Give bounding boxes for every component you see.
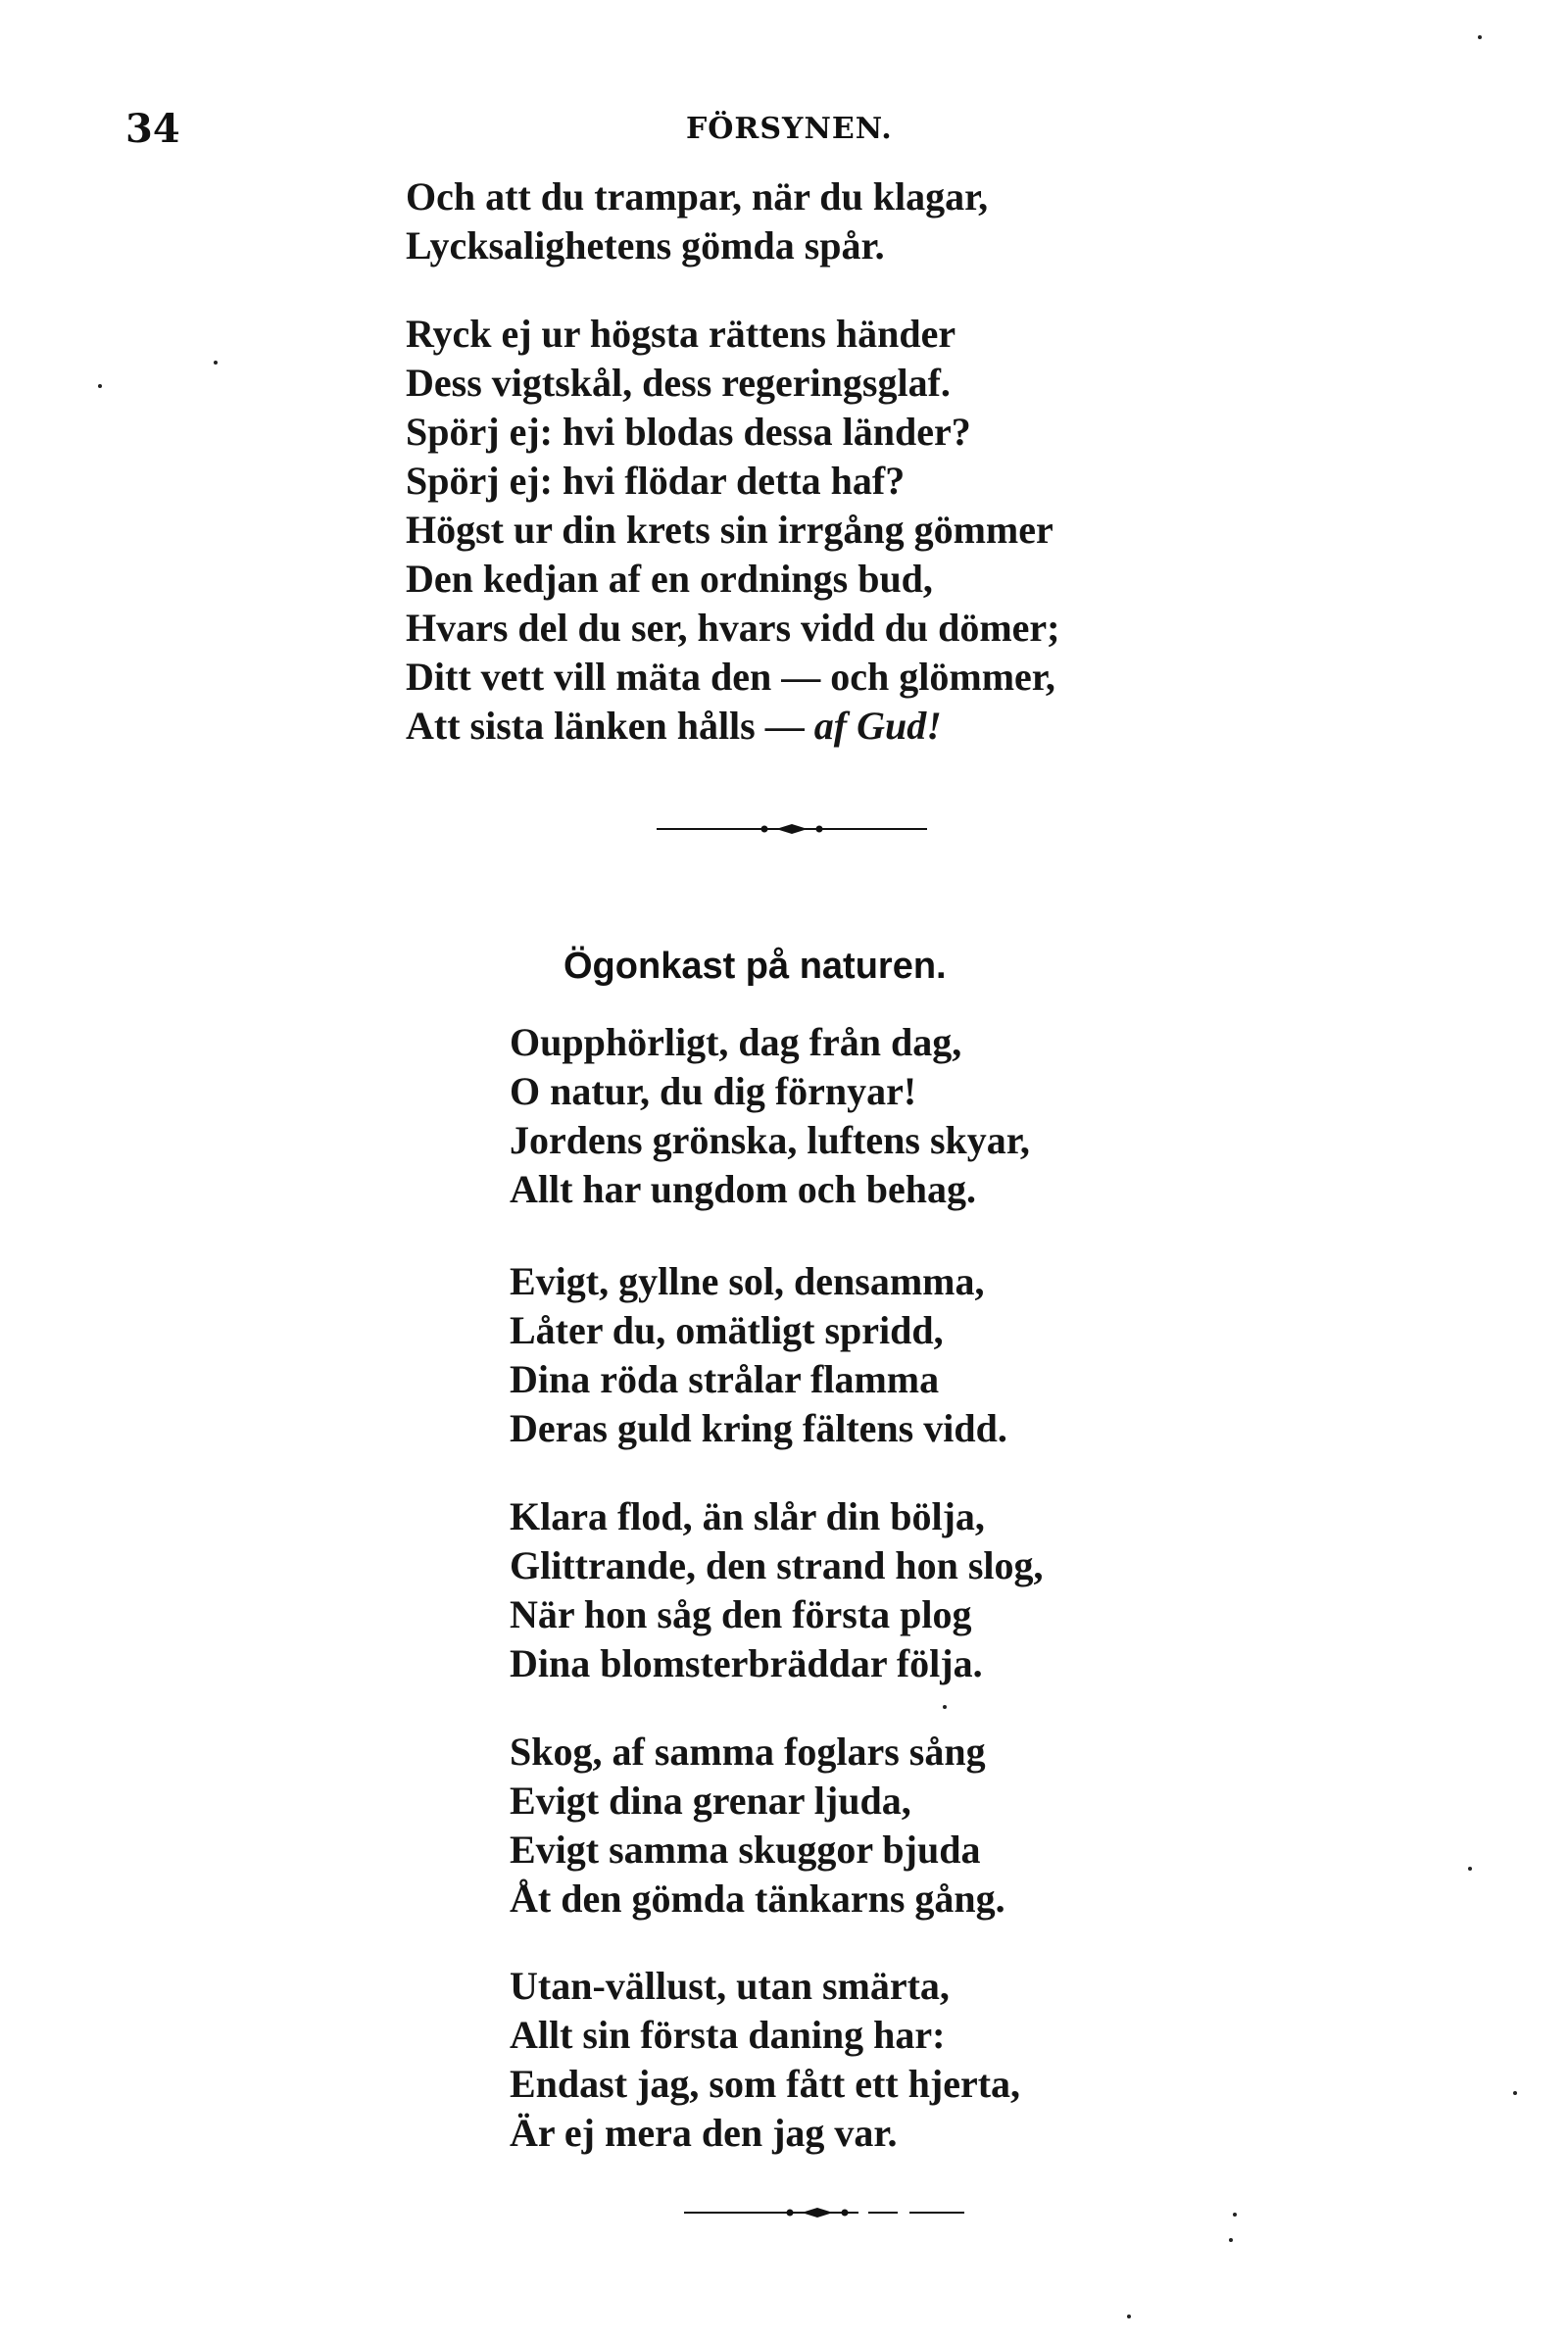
verse-line-italic: af Gud! — [813, 704, 942, 748]
verse-line: Ditt vett vill mäta den — och glömmer, — [406, 655, 1055, 699]
verse-line: Spörj ej: hvi blodas dessa länder? — [406, 410, 971, 454]
verse-line: Högst ur din krets sin irrgång gömmer — [406, 508, 1054, 552]
stanza — [510, 1492, 1044, 1688]
scan-speck — [98, 384, 102, 388]
ornamental-divider — [655, 821, 929, 837]
stanza — [510, 1728, 1005, 1924]
scan-speck — [214, 361, 218, 365]
poem-title: Ögonkast på naturen. — [564, 946, 947, 987]
verse-line: Allt sin första daning har: — [510, 2013, 946, 2057]
running-head: FÖRSYNEN. — [686, 112, 893, 146]
verse-line: Lycksalighetens gömda spår. — [406, 223, 885, 268]
verse-line-last — [406, 702, 1060, 751]
verse-line: Allt har ungdom och behag. — [510, 1167, 977, 1211]
verse-line: Spörj ej: hvi flödar detta haf? — [406, 459, 906, 503]
verse-line: Skog, af samma foglars sång — [510, 1730, 986, 1774]
verse-line: Hvars del du ser, hvars vidd du dömer; — [406, 606, 1060, 650]
verse-line: Endast jag, som fått ett hjerta, — [510, 2062, 1021, 2106]
verse-line: Oupphörligt, dag från dag, — [510, 1020, 962, 1064]
verse-line: Glittrande, den strand hon slog, — [510, 1543, 1044, 1587]
scan-speck — [1229, 2238, 1233, 2242]
verse-line: Låter du, omätligt spridd, — [510, 1308, 944, 1352]
scan-speck — [1478, 35, 1482, 39]
verse-line: Deras guld kring fältens vidd. — [510, 1406, 1007, 1450]
verse-line: Ryck ej ur högsta rättens händer — [406, 312, 956, 356]
stanza — [406, 172, 988, 270]
verse-line: Är ej mera den jag var. — [510, 2111, 898, 2155]
scan-speck — [1468, 1867, 1472, 1871]
verse-line: Klara flod, än slår din bölja, — [510, 1494, 985, 1538]
scan-speck — [1513, 2091, 1517, 2095]
verse-line: När hon såg den första plog — [510, 1592, 972, 1636]
verse-line: Dess vigtskål, dess regeringsglaf. — [406, 361, 951, 405]
verse-line: Evigt dina grenar ljuda, — [510, 1779, 911, 1823]
stanza — [406, 310, 1060, 751]
verse-line: O natur, du dig förnyar! — [510, 1069, 917, 1113]
verse-line: Och att du trampar, när du klagar, — [406, 174, 989, 219]
page-number: 34 — [125, 106, 180, 152]
verse-line: Dina blomsterbräddar följa. — [510, 1641, 983, 1685]
verse-line: Åt den gömda tänkarns gång. — [510, 1877, 1005, 1921]
stanza — [510, 1018, 1030, 1214]
stanza — [510, 1257, 1007, 1453]
verse-line: Utan-vällust, utan smärta, — [510, 1964, 950, 2008]
stanza — [510, 1962, 1020, 2158]
scan-speck — [943, 1705, 947, 1709]
verse-line: Dina röda strålar flamma — [510, 1357, 940, 1401]
verse-line-text: Att sista länken hålls — — [406, 704, 814, 748]
verse-line: Jordens grönska, luftens skyar, — [510, 1118, 1030, 1162]
scan-speck — [1233, 2213, 1237, 2217]
verse-line: Evigt samma skuggor bjuda — [510, 1828, 981, 1872]
scan-speck — [1127, 2315, 1131, 2318]
verse-line: Den kedjan af en ordnings bud, — [406, 557, 933, 601]
verse-line: Evigt, gyllne sol, densamma, — [510, 1259, 985, 1303]
ornamental-divider — [682, 2205, 966, 2220]
